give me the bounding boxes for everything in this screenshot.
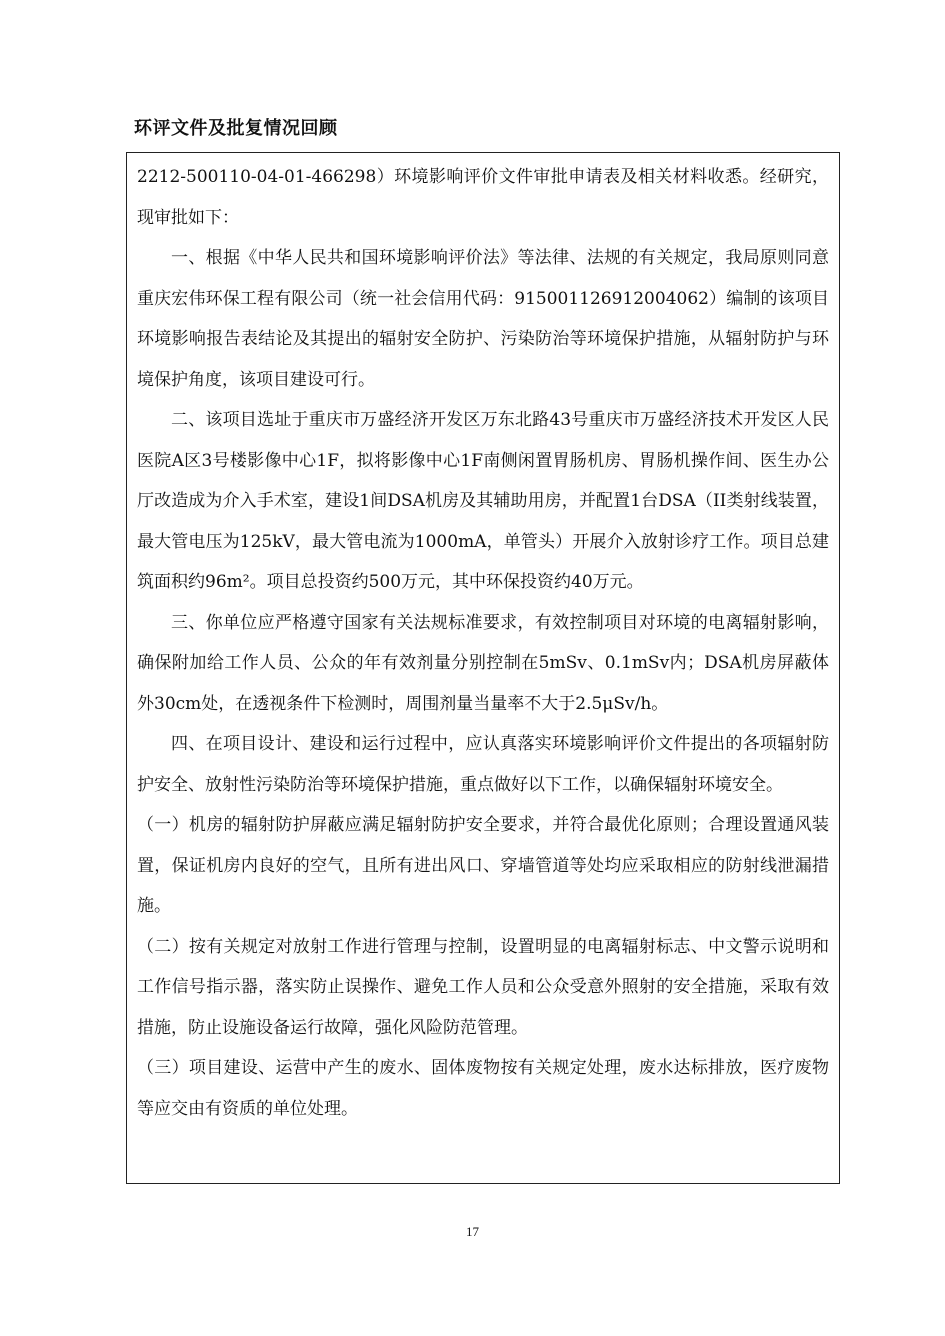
page-number: 17 — [466, 1224, 479, 1239]
paragraph-subitem-2: （二）按有关规定对放射工作进行管理与控制，设置明显的电离辐射标志、中文警示说明和工作信号指示器，落实防止误操作、避免工作人员和公众受意外照射的安全措施，采取有效措施，防止设施设备运行故障，强化风险防范管理。 — [137, 936, 829, 1038]
paragraph-item-2: 二、该项目选址于重庆市万盛经济开发区万东北路43号重庆市万盛经济技术开发区人民医院A区3号楼影像中心1F，拟将影像中心1F南侧闲置胃肠机房、胃肠机操作间、医生办公厅改造成为介入手术室，建设1间DSA机房及其辅助用房，并配置1台DSA（II类射线装置，最大管电压为125kV，最大管电流为1000mA，单管头）开展介入放射诊疗工作。项目总建筑面积约96m²。项目总投资约500万元，其中环保投资约40万元。 — [137, 410, 829, 592]
paragraph-subitem-3: （三）项目建设、运营中产生的废水、固体废物按有关规定处理，废水达标排放，医疗废物等应交由有资质的单位处理。 — [137, 1058, 829, 1119]
paragraph-item-3: 三、你单位应严格遵守国家有关法规标准要求，有效控制项目对环境的电离辐射影响，确保附加给工作人员、公众的年有效剂量分别控制在5mSv、0.1mSv内；DSA机房屏蔽体外30cm处，在透视条件下检测时，周围剂量当量率不大于2.5μSv/h。 — [137, 612, 829, 714]
approval-text-box — [126, 152, 840, 1184]
section-title: 环评文件及批复情况回顾 — [134, 118, 338, 139]
paragraph-item-4: 四、在项目设计、建设和运行过程中，应认真落实环境影响评价文件提出的各项辐射防护安全、放射性污染防治等环境保护措施，重点做好以下工作，以确保辐射环境安全。 — [137, 734, 829, 795]
paragraph-subitem-1: （一）机房的辐射防护屏蔽应满足辐射防护安全要求，并符合最优化原则；合理设置通风装置，保证机房内良好的空气，且所有进出风口、穿墙管道等处均应采取相应的防射线泄漏措施。 — [137, 815, 829, 916]
paragraph-item-1: 一、根据《中华人民共和国环境影响评价法》等法律、法规的有关规定，我局原则同意重庆宏伟环保工程有限公司（统一社会信用代码：915001126912004062）编制的该项目环境影响报告表结论及其提出的辐射安全防护、污染防治等环境保护措施，从辐射防护与环境保护角度，该项目建设可行。 — [137, 248, 829, 390]
paragraph-approval-intro: 2212-500110-04-01-466298）环境影响评价文件审批申请表及相关材料收悉。经研究，现审批如下： — [137, 167, 829, 228]
